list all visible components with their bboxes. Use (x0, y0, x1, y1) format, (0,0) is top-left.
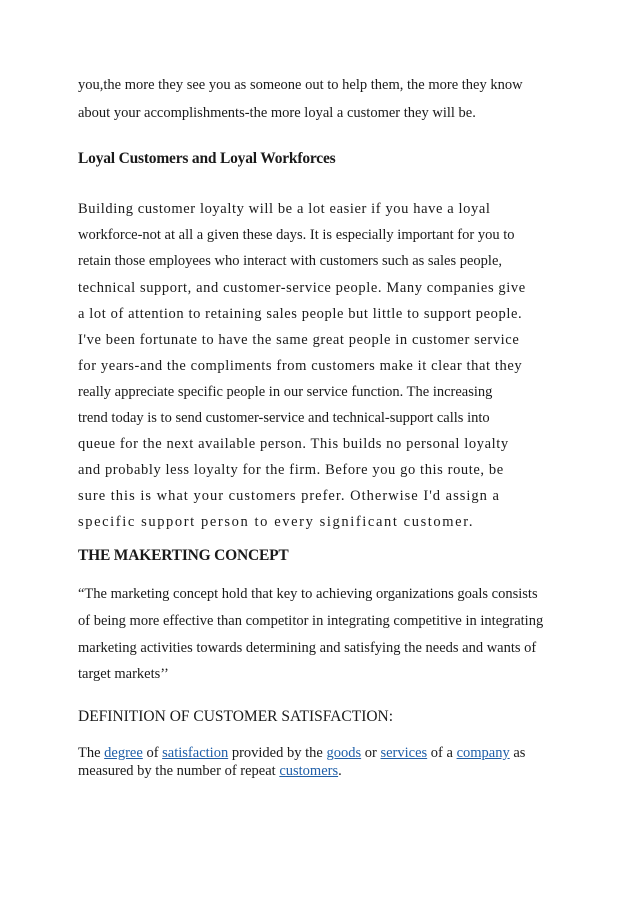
paragraph-line: technical support, and customer-service people. Many companies give (78, 280, 526, 296)
definition-text: of a (427, 745, 457, 761)
paragraph-line: and probably less loyalty for the firm. Before you go this route, be (78, 462, 504, 478)
paragraph-line: really appreciate specific people in our service function. The increasing (78, 384, 493, 400)
paragraph-line: trend today is to send customer-service and technical-support calls into (78, 410, 490, 426)
paragraph-line: specific support person to every significant customer. (78, 514, 475, 530)
link-goods[interactable]: goods (326, 745, 362, 761)
section-heading-loyal-customers: Loyal Customers and Loyal Workforces (78, 150, 336, 167)
definition-text: or (361, 745, 381, 761)
definition-line-1 (78, 744, 525, 762)
paragraph-line: workforce-not at all a given these days. It is especially important for you to (78, 227, 515, 243)
paragraph-line: sure this is what your customers prefer. Otherwise I'd assign a (78, 488, 500, 504)
paragraph-line: retain those employees who interact with customers such as sales people, (78, 253, 503, 269)
paragraph-line: I've been fortunate to have the same great people in customer service (78, 332, 520, 348)
paragraph-line: of being more effective than competitor in integrating competitive in integrating (78, 613, 544, 629)
definition-line-2 (78, 762, 342, 780)
link-services[interactable]: services (380, 745, 428, 761)
paragraph-line: for years-and the compliments from customers make it clear that they (78, 358, 523, 374)
link-degree[interactable]: degree (104, 745, 143, 761)
paragraph-line: a lot of attention to retaining sales people but little to support people. (78, 306, 523, 322)
link-company[interactable]: company (456, 745, 510, 761)
paragraph-line: about your accomplishments-the more loyal a customer they will be. (78, 105, 476, 121)
section-heading-definition: DEFINITION OF CUSTOMER SATISFACTION: (78, 708, 394, 725)
section-heading-marketing-concept: THE MAKERTING CONCEPT (78, 547, 289, 564)
link-satisfaction[interactable]: satisfaction (162, 745, 229, 761)
definition-text: The (78, 745, 105, 761)
paragraph-line: Building customer loyalty will be a lot easier if you have a loyal (78, 201, 491, 217)
definition-text: provided by the (228, 745, 327, 761)
definition-text: . (338, 763, 342, 779)
definition-text: as (509, 745, 526, 761)
definition-text: of (142, 745, 163, 761)
paragraph-line: you,the more they see you as someone out to help them, the more they know (78, 77, 523, 93)
definition-text: measured by the number of repeat (78, 763, 280, 779)
link-customers[interactable]: customers (279, 763, 339, 779)
paragraph-line: queue for the next available person. This builds no personal loyalty (78, 436, 509, 452)
paragraph-line: target markets’’ (78, 666, 169, 682)
paragraph-line: marketing activities towards determining and satisfying the needs and wants of (78, 640, 537, 656)
paragraph-line: “The marketing concept hold that key to achieving organizations goals consists (78, 586, 538, 602)
